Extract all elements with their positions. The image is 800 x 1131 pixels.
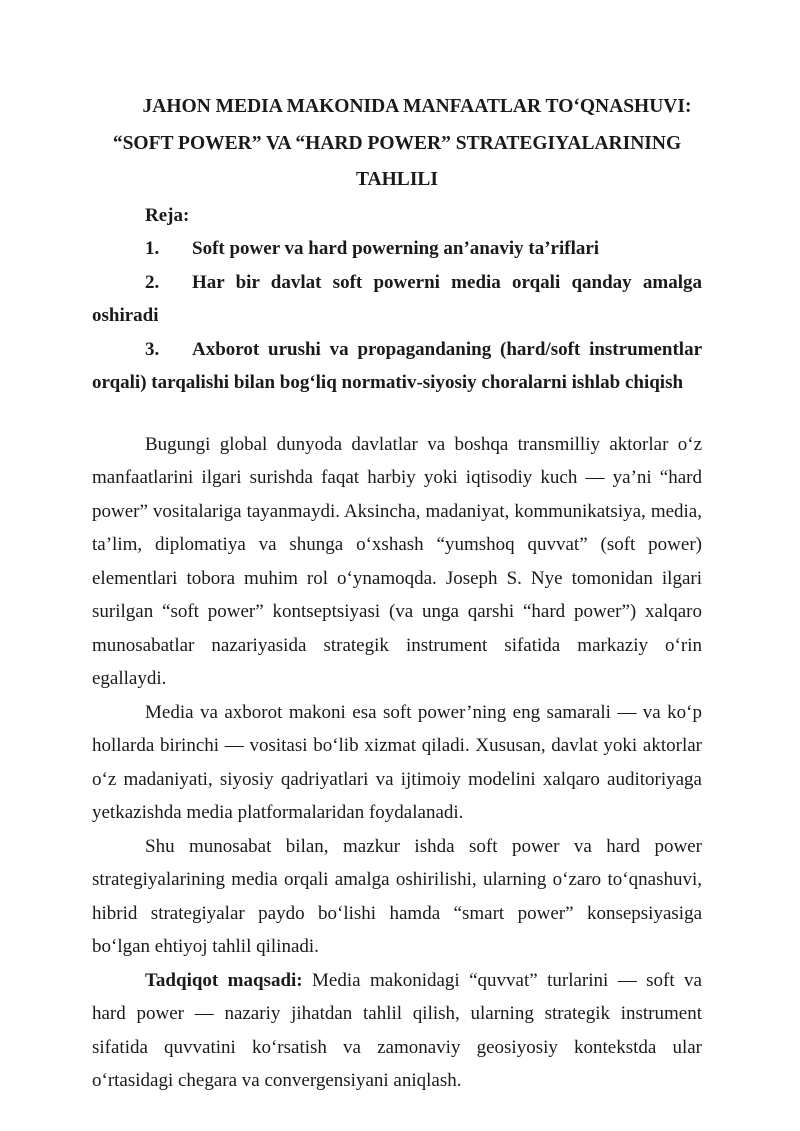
title-line-1: JAHON MEDIA MAKONIDA MANFAATLAR TO‘QNASHUVI: bbox=[142, 96, 692, 117]
plan-item-number: 3. bbox=[145, 338, 160, 360]
section-spacer bbox=[92, 400, 702, 428]
plan-label: Reja: bbox=[145, 204, 190, 226]
plan-item bbox=[92, 333, 702, 400]
body-paragraph: Media va axborot makoni esa soft power’ning eng samarali — va ko‘p hollarda birinchi — vositasi bo‘lib xizmat qiladi. Xususan, davlat yoki aktorlar o‘z madaniyati, siyosiy qadriyatlari va ijtimoiy modelini xalqaro auditoriyaga yetkazishda media platformalaridan foydalanadi. bbox=[92, 701, 702, 823]
research-goal-label: Tadqiqot maqsadi: bbox=[145, 969, 303, 991]
title-line-2: “SOFT POWER” VA “HARD POWER” STRATEGIYALARINING bbox=[112, 132, 682, 154]
body-paragraph: Shu munosabat bilan, mazkur ishda soft power va hard power strategiyalarining media orqali amalga oshirilishi, ularning o‘zaro to‘qnashuvi, hibrid strategiyalar paydo bo‘lishi hamda “smart power” konsepsiyasiga bo‘lgan ehtiyoj tahlil qilinadi. bbox=[92, 835, 702, 957]
research-goal-paragraph bbox=[92, 964, 702, 1098]
plan-item-number: 2. bbox=[145, 271, 160, 293]
plan-item-number: 1. bbox=[145, 238, 160, 259]
plan-item-text: Axborot urushi va propagandaning (hard/soft instrumentlar orqali) tarqalishi bilan bog‘liq normativ-siyosiy choralarni ishlab chiqish bbox=[92, 338, 702, 393]
plan-item bbox=[92, 266, 702, 333]
body-paragraph: Bugungi global dunyoda davlatlar va boshqa transmilliy aktorlar o‘z manfaatlarini ilgari surishda faqat harbiy yoki iqtisodiy kuch — ya’ni “hard power” vositalariga tayanmaydi. Aksincha, madaniyat, kommunikatsiya, media, ta’lim, diplomatiya va shunga o‘xshash “yumshoq quvvat” (soft power) elementlari tobora muhim rol o‘ynamoqda. Joseph S. Nye tomonidan ilgari surilgan “soft power” kontseptsiyasi (va unga qarshi “hard power”) xalqaro munosabatlar nazariyasida strategik instrument sifatida markaziy o‘rin egallaydi. bbox=[92, 433, 702, 689]
plan-section bbox=[92, 199, 702, 400]
research-goal-text: Media makonidagi “quvvat” turlarini — soft va hard power — nazariy jihatdan tahlil qilish, ularning strategik instrument sifatida quvvatini ko‘rsatish va zamonaviy geosiyosiy kontekstda ular o‘rtasidagi chegara va convergensiyani aniqlash. bbox=[92, 969, 702, 1091]
plan-item-text: Soft power va hard powerning an’anaviy ta’riflari bbox=[192, 238, 600, 259]
title-line-3: TAHLILI bbox=[356, 169, 438, 190]
plan-item bbox=[92, 232, 702, 266]
plan-item-text: Har bir davlat soft powerni media orqali qanday amalga oshiradi bbox=[92, 271, 702, 326]
document-title bbox=[92, 89, 702, 199]
